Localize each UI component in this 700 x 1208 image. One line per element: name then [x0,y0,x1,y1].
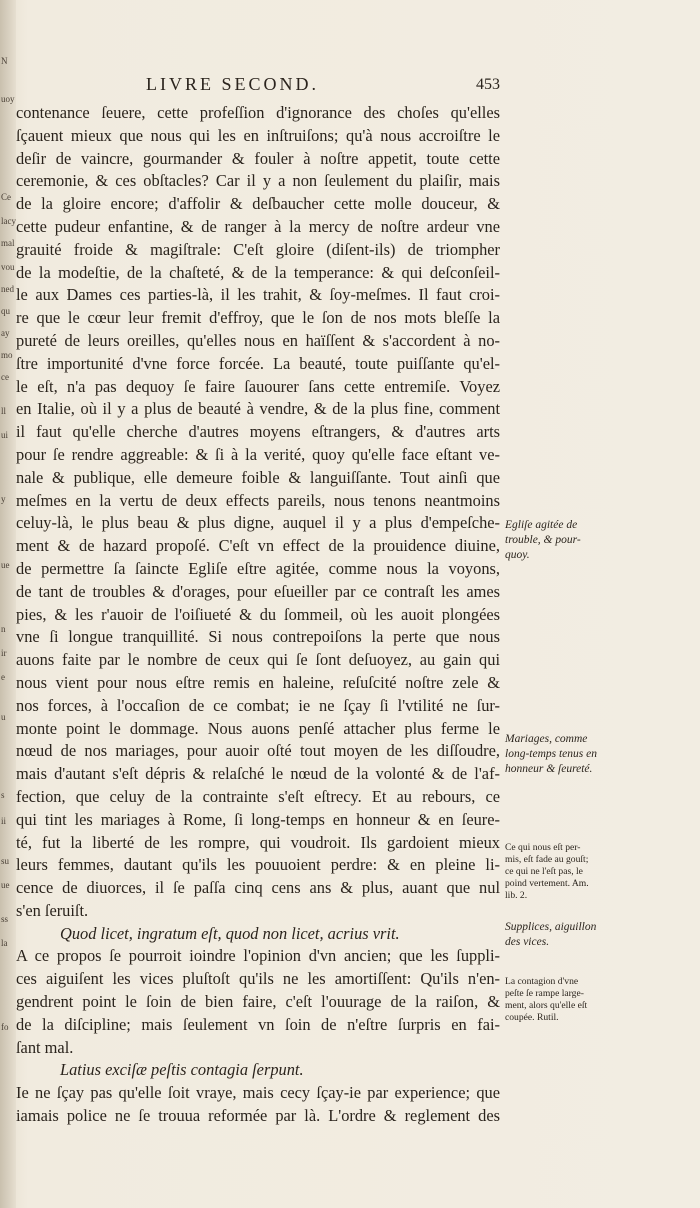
text-line: auons faite par le nombre de ceux qui ſe ſont deſuoyez, au gain qui [16,650,500,670]
bleed-text: uoy [1,94,15,104]
note-line: peſte ſe rampe large- [505,988,584,999]
bleed-text: ue [1,560,10,570]
latin-quotation: Quod licet, ingratum eſt, quod non licet, acrius vrit. [60,923,400,943]
text-line: grauité froide & magiſtrale: C'eſt gloire (diſent-ils) de triompher [16,239,500,259]
bleed-text: e [1,672,5,682]
text-line: vne ſi longue tranquillité. Si nous contrepoiſons la perte que nous [16,627,500,647]
page-header [0,74,700,100]
note-line: Ce qui nous eſt per- [505,842,581,853]
text-line: ment & de hazard propoſé. C'eſt vn effect de la prouidence diuine, [16,536,500,556]
text-line: re que le cœur leur fremit d'effroy, que le ſon de nos mots bleſſe la [16,308,500,328]
text-line: contenance ſeuere, cette profeſſion d'ignorance des choſes qu'elles [16,103,500,122]
text-line: meſmes en la vertu de deux effects pareils, nous tenons neantmoins [16,490,500,510]
bleed-text: ii [1,816,7,826]
text-line: deſir de vaincre, gourmander & fouler à noſtre appetit, toute cette [16,148,500,168]
text-line: de la diſcipline; mais ſeulement vn ſoin de n'eſtre ſurpris en fai- [16,1014,500,1034]
text-line: ſant mal. [16,1037,74,1057]
bleed-text: ss [1,914,9,924]
note-line: quoy. [505,549,530,561]
running-head: LIVRE SECOND. [146,74,319,94]
note-line: ce qui ne l'eſt pas, le [505,866,583,877]
bleed-text: ui [1,430,9,440]
text-line: gendrent point le ſoin de bien faire, c'eſt l'ouurage de la raiſon, & [16,992,500,1012]
text-line: iamais police ne ſe trouua reformée par là. L'ordre & reglement des [16,1106,500,1126]
note-line: ment, alors qu'elle eſt [505,1000,588,1011]
text-line: qui tint les mariages à Rome, ſi long-temps en honneur & en ſeure- [16,809,500,829]
note-line: mis, eſt fade au gouſt; [505,854,589,865]
bleed-text: ue [1,880,10,890]
marginal-note [505,518,617,563]
note-line: Egliſe agitée de [505,519,578,531]
text-line: cence de diuorces, il ſe paſſa cinq cens ans & plus, auant que nul [16,878,500,898]
bleed-text: mal [1,238,15,248]
note-line: long-temps tenus en [505,748,597,760]
bleed-text: su [1,856,10,866]
bleed-text: vou [1,262,15,272]
bleed-text: y [1,494,6,504]
text-line: celuy-là, le plus beau & plus digne, auquel il y a plus d'empeſche- [16,513,500,533]
text-line: nale & publique, elle demeure foible & languiſſante. Tout ainſi que [16,467,500,487]
page-number: 453 [476,76,500,93]
bleed-text: ce [1,372,9,382]
bleed-text: qu [1,306,10,316]
text-line: ces aiguiſent les vices pluſtoſt qu'ils ne les amortiſſent: Qu'ils n'en- [16,969,500,989]
text-line: ſtre importunité d'vne force forcée. La beauté, toute puiſſante qu'el- [16,353,500,373]
text-line: de la gloire encore; d'affolir & deſbaucher cette molle douceur, & [16,194,500,214]
note-line: La contagion d'vne [505,976,579,987]
bleed-text: ned [1,284,14,294]
text-line: s'en ſeruiſt. [16,900,89,920]
text-line: leurs femmes, dautant qu'ils les pouuoient perdre: & en pleine li- [16,855,500,875]
bleed-text: la [1,938,8,948]
latin-quotation: Latius exciſæ peſtis contagia ſerpunt. [60,1060,304,1080]
bleed-text: N [1,56,8,66]
text-line: A ce propos ſe pourroit ioindre l'opinion d'vn ancien; que les ſuppli- [16,946,500,966]
text-line: en Italie, où il y a plus de beauté à vendre, & de la plus fine, comment [16,399,500,419]
facing-page-bleed [0,0,16,1208]
note-line: des vices. [505,936,550,948]
bleed-text: ll [1,406,7,416]
bleed-text: fo [1,1022,9,1032]
note-line: lib. 2. [505,890,528,901]
marginal-note [505,842,617,902]
text-line: Ie ne ſçay pas qu'elle ſoit vraye, mais cecy ſçay-ie par experience; que [16,1083,500,1103]
text-line: pureté de leurs oreilles, qu'elles nous en haïſſent & s'accordent à no- [16,330,500,350]
text-line: cette pudeur enfantine, & de ranger à la mercy de noſtre ardeur vne [16,216,500,236]
bleed-text: u [1,712,6,722]
bleed-text: ir [1,648,7,658]
text-line: le aux Dames ces parties-là, il les trahit, & ſoy-meſmes. Il faut croi- [16,285,500,305]
marginal-note [505,920,617,950]
bleed-text: s [1,790,5,800]
text-line: té, fut la liberté de les rompre, qui voudroit. Ils gardoient mieux [16,832,500,852]
text-line: de permettre ſa ſaincte Egliſe eſtre agitée, comme nous la voyons, [16,558,500,578]
text-line: fection, que celuy de la contrainte s'eſt eſtrecy. Et au rebours, ce [16,786,500,806]
note-line: coupée. Rutil. [505,1012,559,1023]
marginal-note [505,732,617,777]
text-line: de tant de troubles & d'orages, pour eſueiller par ce contraſt les ames [16,581,500,601]
bleed-text: n [1,624,6,634]
text-line: mais d'autant s'eſt dépris & relaſché le nœud de la volonté & de l'af- [16,764,500,784]
text-line: pies, & les r'auoir de l'oiſiueté & du ſommeil, où les auoit plongées [16,604,500,624]
text-line: de la modeſtie, de la chaſteté, & de la temperance: & qui deſconſeil- [16,262,500,282]
note-line: trouble, & pour- [505,534,581,546]
bleed-text: Ce [1,192,11,202]
text-line: ſçauent mieux que nous qui les en inſtruiſons; qu'à nous accroiſtre le [16,125,500,145]
marginal-note [505,976,617,1024]
bleed-text: ay [1,328,10,338]
note-line: Mariages, comme [505,733,588,745]
note-line: Supplices, aiguillon [505,921,597,933]
text-line: nous vient pour nous eſtre remis en haleine, reſuſcité noſtre zele & [16,672,500,692]
bleed-text: lacy [1,216,16,226]
text-line: monte point le dommage. Nous auons penſé attacher plus ferme le [16,718,500,738]
note-line: poind vertement. Am. [505,878,589,889]
text-line: il faut qu'elle cherche d'autres moyens eſtrangers, & d'autres arts [16,422,500,442]
text-line: pour ſe rendre aggreable: & ſi à la verité, quoy qu'elle face eſtant ve- [16,444,500,464]
text-line: ceremonie, & ces obſtacles? Car il y a non ſeulement du plaiſir, mais [16,171,500,191]
text-line: nos forces, à l'occaſion de ce combat; ie ne ſçay ſi l'vtilité ne ſur- [16,695,500,715]
text-line: le eſt, n'a pas dequoy ſe faire ſauourer ſans cette entremiſe. Voyez [16,376,500,396]
note-line: honneur & ſeureté. [505,763,593,775]
bleed-text: mo [1,350,13,360]
body-text [16,102,500,1128]
text-line: nœud de nos mariages, pour auoir oſté tout moyen de les diſſoudre, [16,741,500,761]
